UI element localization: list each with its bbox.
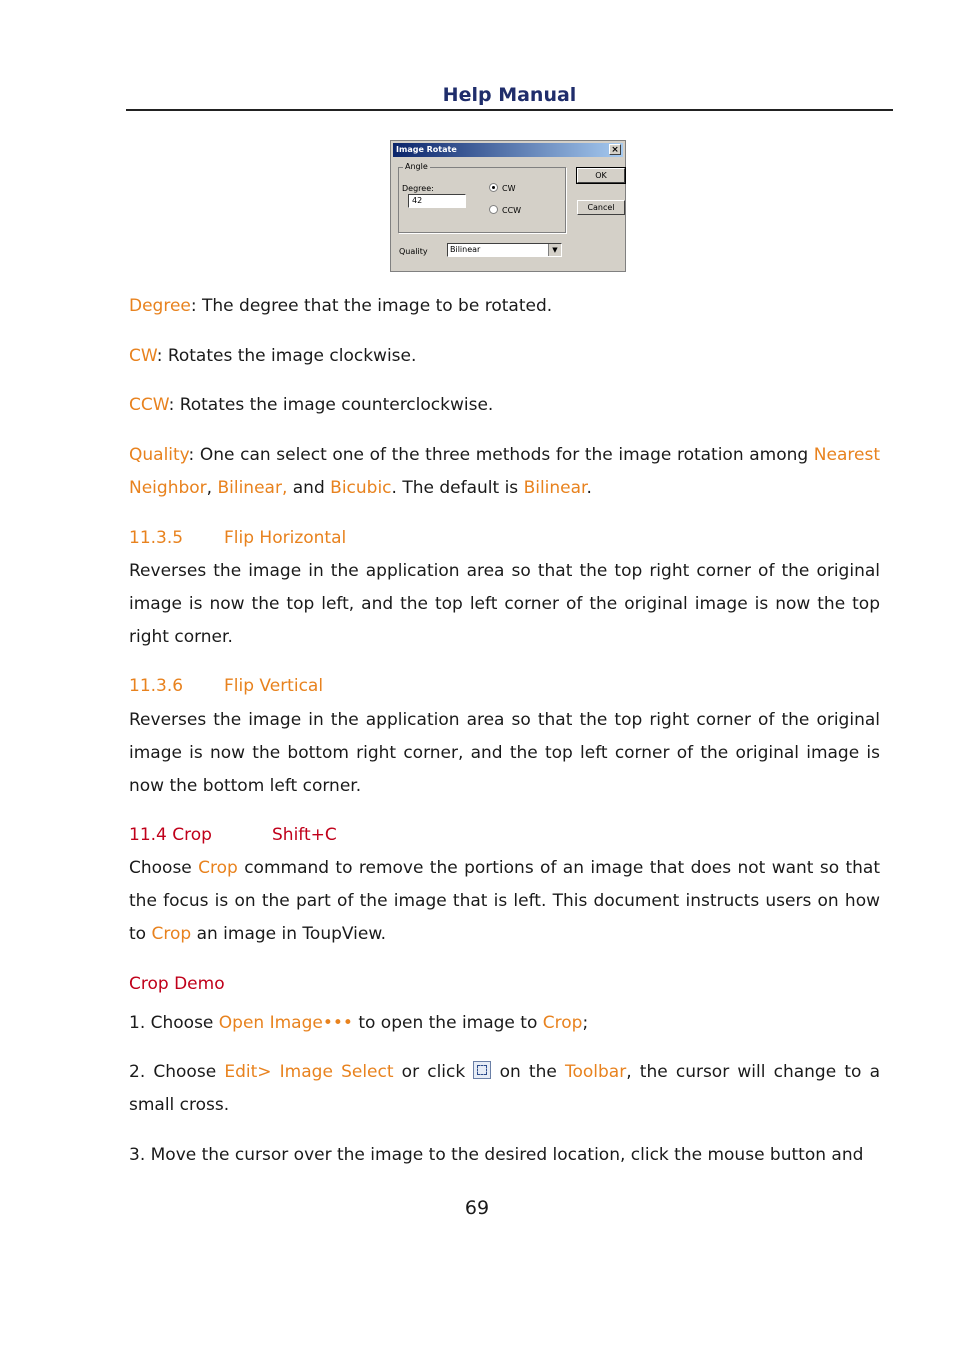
cw-term: CW: [129, 346, 157, 366]
ccw-paragraph: [129, 389, 880, 422]
quality-select-value: Bilinear: [450, 245, 481, 254]
section-11-4-heading: [129, 819, 880, 852]
degree-input[interactable]: 42: [408, 194, 466, 208]
section-number: 11.3.5: [129, 528, 184, 548]
dialog-title: Image Rotate: [396, 145, 457, 154]
step-3: 3. Move the cursor over the image to the desired location, click the mouse button and: [129, 1145, 864, 1165]
edit-image-select-term: Edit> Image Select: [224, 1062, 394, 1082]
cw-desc: : Rotates the image clockwise.: [156, 346, 417, 366]
section-number: 11.3.6: [129, 676, 184, 696]
ccw-radio[interactable]: [489, 205, 498, 214]
section-11-3-5-heading: [129, 522, 880, 555]
section-title: Flip Vertical: [224, 676, 324, 696]
step-1-text-a: 1. Choose: [129, 1013, 219, 1033]
toolbar-term: Toolbar: [564, 1062, 627, 1082]
crop-paragraph: [129, 852, 880, 951]
angle-group: [398, 162, 566, 233]
step-1-text-b: to open the image to: [352, 1013, 543, 1033]
and-text: and: [287, 478, 331, 498]
quality-paragraph: [129, 439, 880, 505]
nearest-neighbor-term: Nearest Neighbor: [129, 445, 880, 498]
section-11-3-6-heading: [129, 670, 880, 703]
step-1: [129, 1007, 880, 1040]
ccw-radio-label: CCW: [502, 206, 522, 215]
step-2-text-a: 2. Choose: [129, 1062, 225, 1082]
cancel-button[interactable]: Cancel: [577, 200, 625, 215]
step-2-text-d: , the cursor will change to a small cross.: [129, 1062, 880, 1115]
step-2-text-c: on the: [491, 1062, 565, 1082]
crop-text-1: Choose: [129, 858, 199, 878]
crop-text-2: command to remove the portions of an image that does not want so that the focus is on the part of the image that is left. This document instructs users on how to: [129, 858, 880, 944]
crop-demo-heading: Crop Demo: [129, 974, 225, 994]
shortcut-label: Shift+C: [272, 825, 337, 845]
crop-text-3: an image in ToupView.: [191, 924, 387, 944]
bilinear-default-term: Bilinear: [523, 478, 587, 498]
chevron-down-icon[interactable]: ▼: [548, 244, 561, 256]
ccw-term: CCW: [129, 395, 169, 415]
section-title: Flip Horizontal: [224, 528, 347, 548]
step-2-text-b: or click: [393, 1062, 474, 1082]
angle-group-label: Angle: [405, 162, 428, 171]
step-1-text-c: ;: [582, 1013, 589, 1033]
close-icon[interactable]: ×: [609, 144, 621, 155]
ok-button[interactable]: OK: [577, 168, 625, 183]
cw-radio[interactable]: [489, 183, 498, 192]
comma-text: ,: [206, 478, 218, 498]
image-select-icon: [473, 1061, 491, 1079]
page-number: 69: [464, 1197, 490, 1219]
default-is-text: . The default is: [391, 478, 524, 498]
open-image-term: Open Image•••: [218, 1013, 353, 1033]
image-rotate-dialog: [390, 140, 626, 272]
section-title: 11.4 Crop: [129, 825, 212, 845]
dialog-title-bar: [393, 143, 623, 157]
period-text: .: [586, 478, 592, 498]
bilinear-term: Bilinear,: [217, 478, 288, 498]
section-11-3-6-body: Reverses the image in the application area so that the top right corner of the original image is now the bottom right corner, and the top left corner of the original image is now the bottom left corner.: [129, 710, 880, 796]
crop-term: Crop: [198, 858, 238, 878]
bicubic-term: Bicubic: [330, 478, 392, 498]
page-header: Help Manual: [126, 82, 893, 111]
degree-term: Degree: [129, 296, 191, 316]
quality-desc: : One can select one of the three methods for the image rotation among: [188, 445, 814, 465]
quality-label: Quality: [399, 247, 428, 256]
degree-desc: : The degree that the image to be rotated.: [190, 296, 553, 316]
section-11-3-5-body: Reverses the image in the application area so that the top right corner of the original image is now the top left, and the top left corner of the original image is now the top right corner.: [129, 561, 880, 647]
cw-radio-label: CW: [502, 184, 516, 193]
ccw-desc: : Rotates the image counterclockwise.: [168, 395, 494, 415]
quality-term: Quality: [129, 445, 189, 465]
step-2: [129, 1056, 880, 1122]
crop-term: Crop: [151, 924, 192, 944]
crop-term: Crop: [542, 1013, 583, 1033]
degree-paragraph: [129, 290, 880, 323]
quality-select[interactable]: [447, 243, 562, 257]
degree-label: Degree:: [402, 184, 434, 193]
cw-paragraph: [129, 340, 880, 373]
